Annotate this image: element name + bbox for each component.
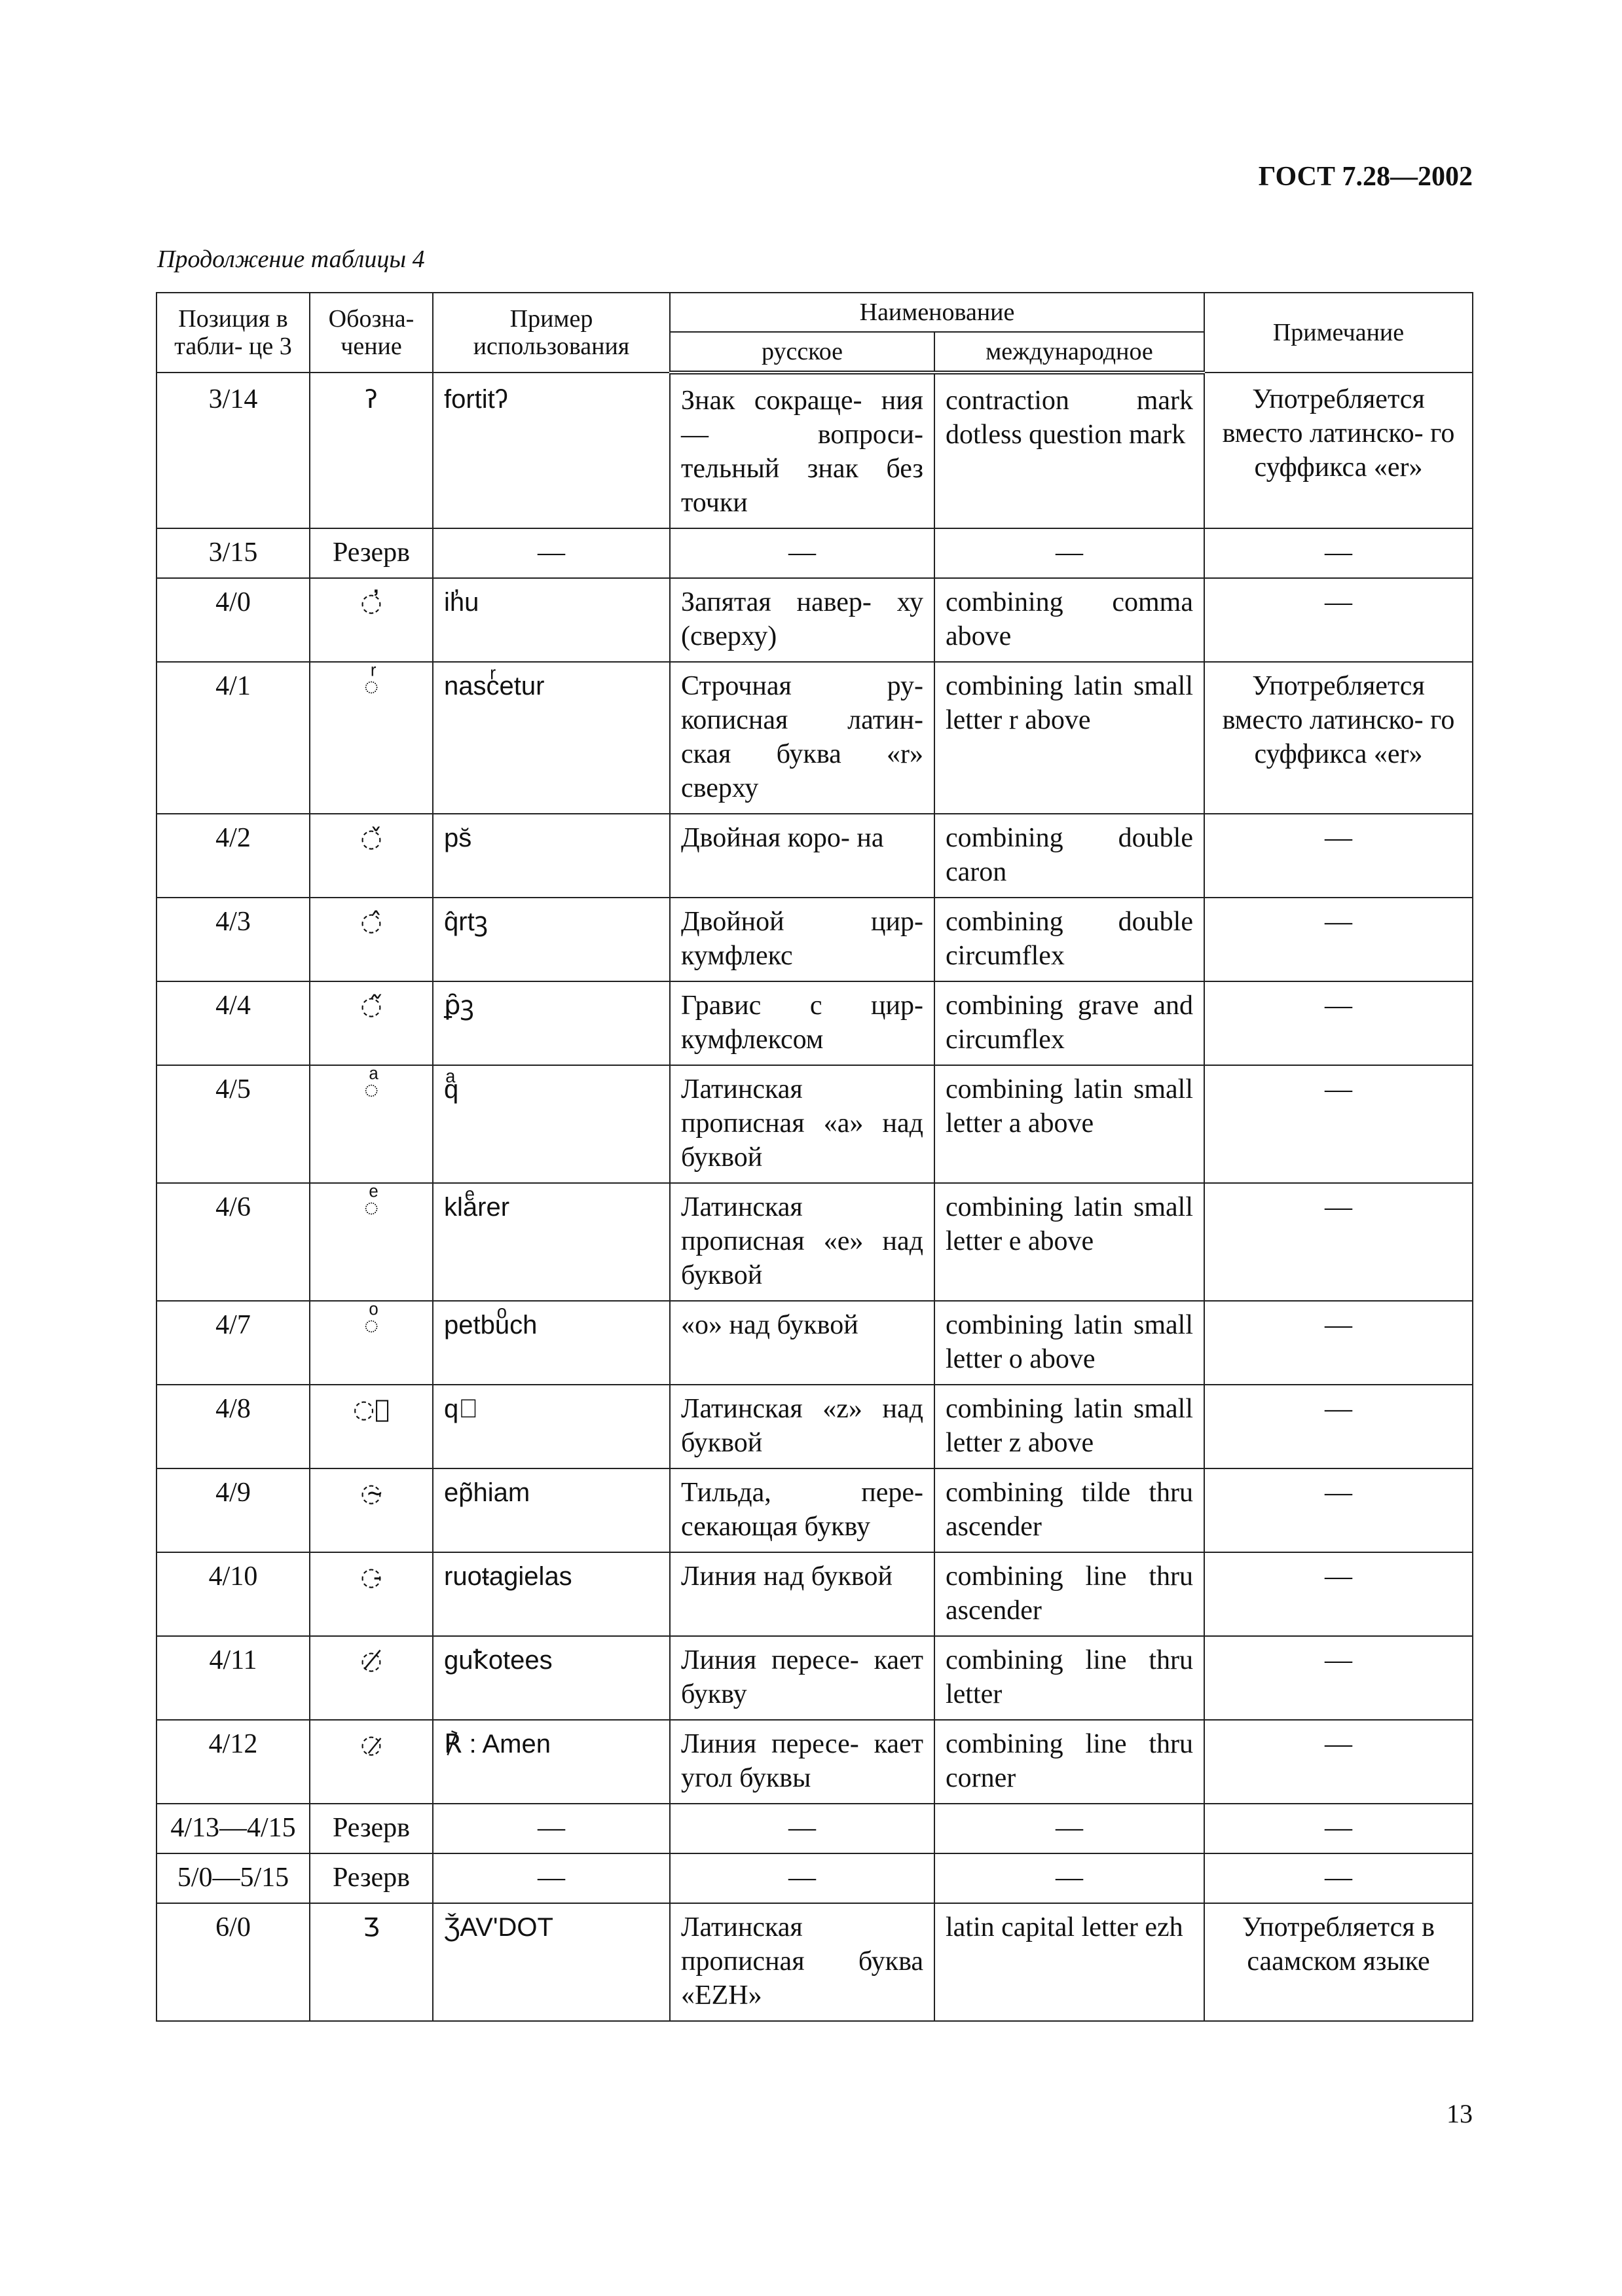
cell-symbol: Резерв (310, 528, 433, 578)
table-row (157, 1183, 1473, 1301)
cell-position: 4/2 (157, 814, 310, 898)
cell-example: ℟ : Amen (433, 1720, 670, 1804)
table-row (157, 578, 1473, 662)
cell-example: — (433, 1804, 670, 1853)
cell-position: 4/7 (157, 1301, 310, 1385)
cell-name-intl: — (934, 1804, 1204, 1853)
table-row (157, 1065, 1473, 1183)
cell-example: nascͬetur (433, 662, 670, 814)
cell-example: — (433, 528, 670, 578)
cell-name-ru: Гравис с цир- кумфлексом (670, 981, 934, 1065)
cell-note: — (1204, 981, 1473, 1065)
cell-name-ru: Запятая навер- ху (сверху) (670, 578, 934, 662)
cell-symbol: ◌̴ (310, 1468, 433, 1552)
table-row (157, 1804, 1473, 1853)
cell-note: — (1204, 1720, 1473, 1804)
cell-name-ru: Тильда, пере- секающая букву (670, 1468, 934, 1552)
header-name-intl: международное (934, 332, 1204, 373)
cell-note: — (1204, 1183, 1473, 1301)
cell-name-ru: — (670, 1853, 934, 1903)
table-row (157, 1552, 1473, 1636)
cell-name-intl: combining latin small letter z above (934, 1385, 1204, 1468)
cell-example: ih̓u (433, 578, 670, 662)
cell-symbol: ◌ͤ (310, 1183, 433, 1301)
table-row (157, 981, 1473, 1065)
table-row (157, 1720, 1473, 1804)
cell-name-intl: combining line thru letter (934, 1636, 1204, 1720)
cell-example: ps̆ (433, 814, 670, 898)
cell-note: — (1204, 1804, 1473, 1853)
cell-position: 3/15 (157, 528, 310, 578)
cell-position: 4/13—4/15 (157, 1804, 310, 1853)
cell-note: — (1204, 1636, 1473, 1720)
table-row (157, 528, 1473, 578)
cell-name-ru: Латинская «z» над буквой (670, 1385, 934, 1468)
cell-note: Употребляется вместо латинско- го суффикса «er» (1204, 373, 1473, 528)
cell-symbol: ◌ͣ (310, 1065, 433, 1183)
cell-name-intl: — (934, 1853, 1204, 1903)
cell-name-ru: Строчная ру- кописная латин- ская буква «r» сверху (670, 662, 934, 814)
cell-note: Употребляется вместо латинско- го суффикса «er» (1204, 662, 1473, 814)
table-row (157, 814, 1473, 898)
cell-symbol: ◌̸ (310, 1636, 433, 1720)
cell-position: 4/10 (157, 1552, 310, 1636)
cell-example: ꝑ̑ꝫ (433, 981, 670, 1065)
cell-position: 4/1 (157, 662, 310, 814)
cell-symbol: ◌ͬ (310, 662, 433, 814)
table-row (157, 373, 1473, 528)
cell-name-intl: combining latin small letter o above (934, 1301, 1204, 1385)
header-example: Пример использования (433, 293, 670, 373)
cell-example: qͣ (433, 1065, 670, 1183)
cell-position: 4/0 (157, 578, 310, 662)
header-symbol: Обозна- чение (310, 293, 433, 373)
cell-name-intl: combining latin small letter a above (934, 1065, 1204, 1183)
cell-symbol: ◌᷉ (310, 981, 433, 1065)
cell-position: 4/3 (157, 898, 310, 981)
cell-note: — (1204, 1301, 1473, 1385)
cell-name-ru: — (670, 528, 934, 578)
cell-example: fortitʔ (433, 373, 670, 528)
cell-position: 4/8 (157, 1385, 310, 1468)
cell-example: ruoŧagielas (433, 1552, 670, 1636)
cell-name-ru: — (670, 1804, 934, 1853)
cell-name-ru: Двойная коро- на (670, 814, 934, 898)
header-name: Наименование (670, 293, 1204, 332)
table-row (157, 1636, 1473, 1720)
cell-position: 4/12 (157, 1720, 310, 1804)
cell-note: — (1204, 1552, 1473, 1636)
symbols-table (156, 292, 1473, 2022)
standard-code: ГОСТ 7.28—2002 (1258, 162, 1473, 192)
cell-example: klaͤrer (433, 1183, 670, 1301)
cell-symbol: ◌̷ (310, 1720, 433, 1804)
cell-name-intl: combining line thru corner (934, 1720, 1204, 1804)
header-note: Примечание (1204, 293, 1473, 373)
header-position: Позиция в табли- це 3 (157, 293, 310, 373)
page-number: 13 (1447, 2099, 1473, 2128)
cell-example: ep̃hiam (433, 1468, 670, 1552)
cell-example: guꝁotees (433, 1636, 670, 1720)
cell-position: 3/14 (157, 373, 310, 528)
table-row (157, 898, 1473, 981)
cell-name-intl: combining latin small letter r above (934, 662, 1204, 814)
cell-name-intl: combining comma above (934, 578, 1204, 662)
cell-example: — (433, 1853, 670, 1903)
cell-note: — (1204, 528, 1473, 578)
table-continuation-caption: Продолжение таблицы 4 (157, 246, 425, 273)
cell-name-intl: combining double circumflex (934, 898, 1204, 981)
cell-symbol: ◌ᷦ (310, 1385, 433, 1468)
cell-note: — (1204, 1065, 1473, 1183)
cell-name-ru: Линия над буквой (670, 1552, 934, 1636)
cell-name-ru: Линия пересе- кает букву (670, 1636, 934, 1720)
cell-name-ru: Двойной цир- кумфлекс (670, 898, 934, 981)
cell-note: Употребляется в саамском языке (1204, 1903, 1473, 2021)
cell-symbol: Резерв (310, 1853, 433, 1903)
cell-note: — (1204, 1468, 1473, 1552)
cell-position: 4/5 (157, 1065, 310, 1183)
table-row (157, 1385, 1473, 1468)
cell-example: petbuͦch (433, 1301, 670, 1385)
cell-name-ru: Линия пересе- кает угол буквы (670, 1720, 934, 1804)
cell-symbol: Резерв (310, 1804, 433, 1853)
cell-name-ru: Латинская прописная «e» над буквой (670, 1183, 934, 1301)
cell-name-intl: combining latin small letter e above (934, 1183, 1204, 1301)
cell-position: 4/6 (157, 1183, 310, 1301)
cell-name-intl: latin capital letter ezh (934, 1903, 1204, 2021)
cell-example: q̂rtꝫ (433, 898, 670, 981)
cell-symbol: ◌̌̌ (310, 814, 433, 898)
cell-note: — (1204, 1853, 1473, 1903)
cell-example: ǮAV'DOT (433, 1903, 670, 2021)
table-row (157, 1468, 1473, 1552)
table-row (157, 1903, 1473, 2021)
cell-note: — (1204, 814, 1473, 898)
cell-name-intl: combining double caron (934, 814, 1204, 898)
cell-note: — (1204, 578, 1473, 662)
cell-position: 6/0 (157, 1903, 310, 2021)
cell-name-intl: contraction mark dotless question mark (934, 373, 1204, 528)
cell-symbol: ◌̓ (310, 578, 433, 662)
cell-name-intl: — (934, 528, 1204, 578)
cell-note: — (1204, 898, 1473, 981)
table-row (157, 1853, 1473, 1903)
cell-position: 4/9 (157, 1468, 310, 1552)
cell-name-intl: combining line thru ascender (934, 1552, 1204, 1636)
cell-symbol: ʔ (310, 373, 433, 528)
cell-symbol: ◌̵ (310, 1552, 433, 1636)
cell-name-ru: Знак сокраще- ния — вопроси- тельный знак без точки (670, 373, 934, 528)
cell-name-ru: Латинская прописная буква «EZH» (670, 1903, 934, 2021)
cell-position: 4/4 (157, 981, 310, 1065)
cell-example: qᷦ (433, 1385, 670, 1468)
cell-name-intl: combining grave and circumflex (934, 981, 1204, 1065)
cell-position: 5/0—5/15 (157, 1853, 310, 1903)
header-name-ru: русское (670, 332, 934, 373)
cell-symbol: ◌̂̂ (310, 898, 433, 981)
table-row (157, 662, 1473, 814)
cell-name-intl: combining tilde thru ascender (934, 1468, 1204, 1552)
cell-symbol: ◌ͦ (310, 1301, 433, 1385)
cell-name-ru: «o» над буквой (670, 1301, 934, 1385)
cell-position: 4/11 (157, 1636, 310, 1720)
cell-note: — (1204, 1385, 1473, 1468)
table-row (157, 1301, 1473, 1385)
cell-symbol: Ʒ (310, 1903, 433, 2021)
cell-name-ru: Латинская прописная «a» над буквой (670, 1065, 934, 1183)
